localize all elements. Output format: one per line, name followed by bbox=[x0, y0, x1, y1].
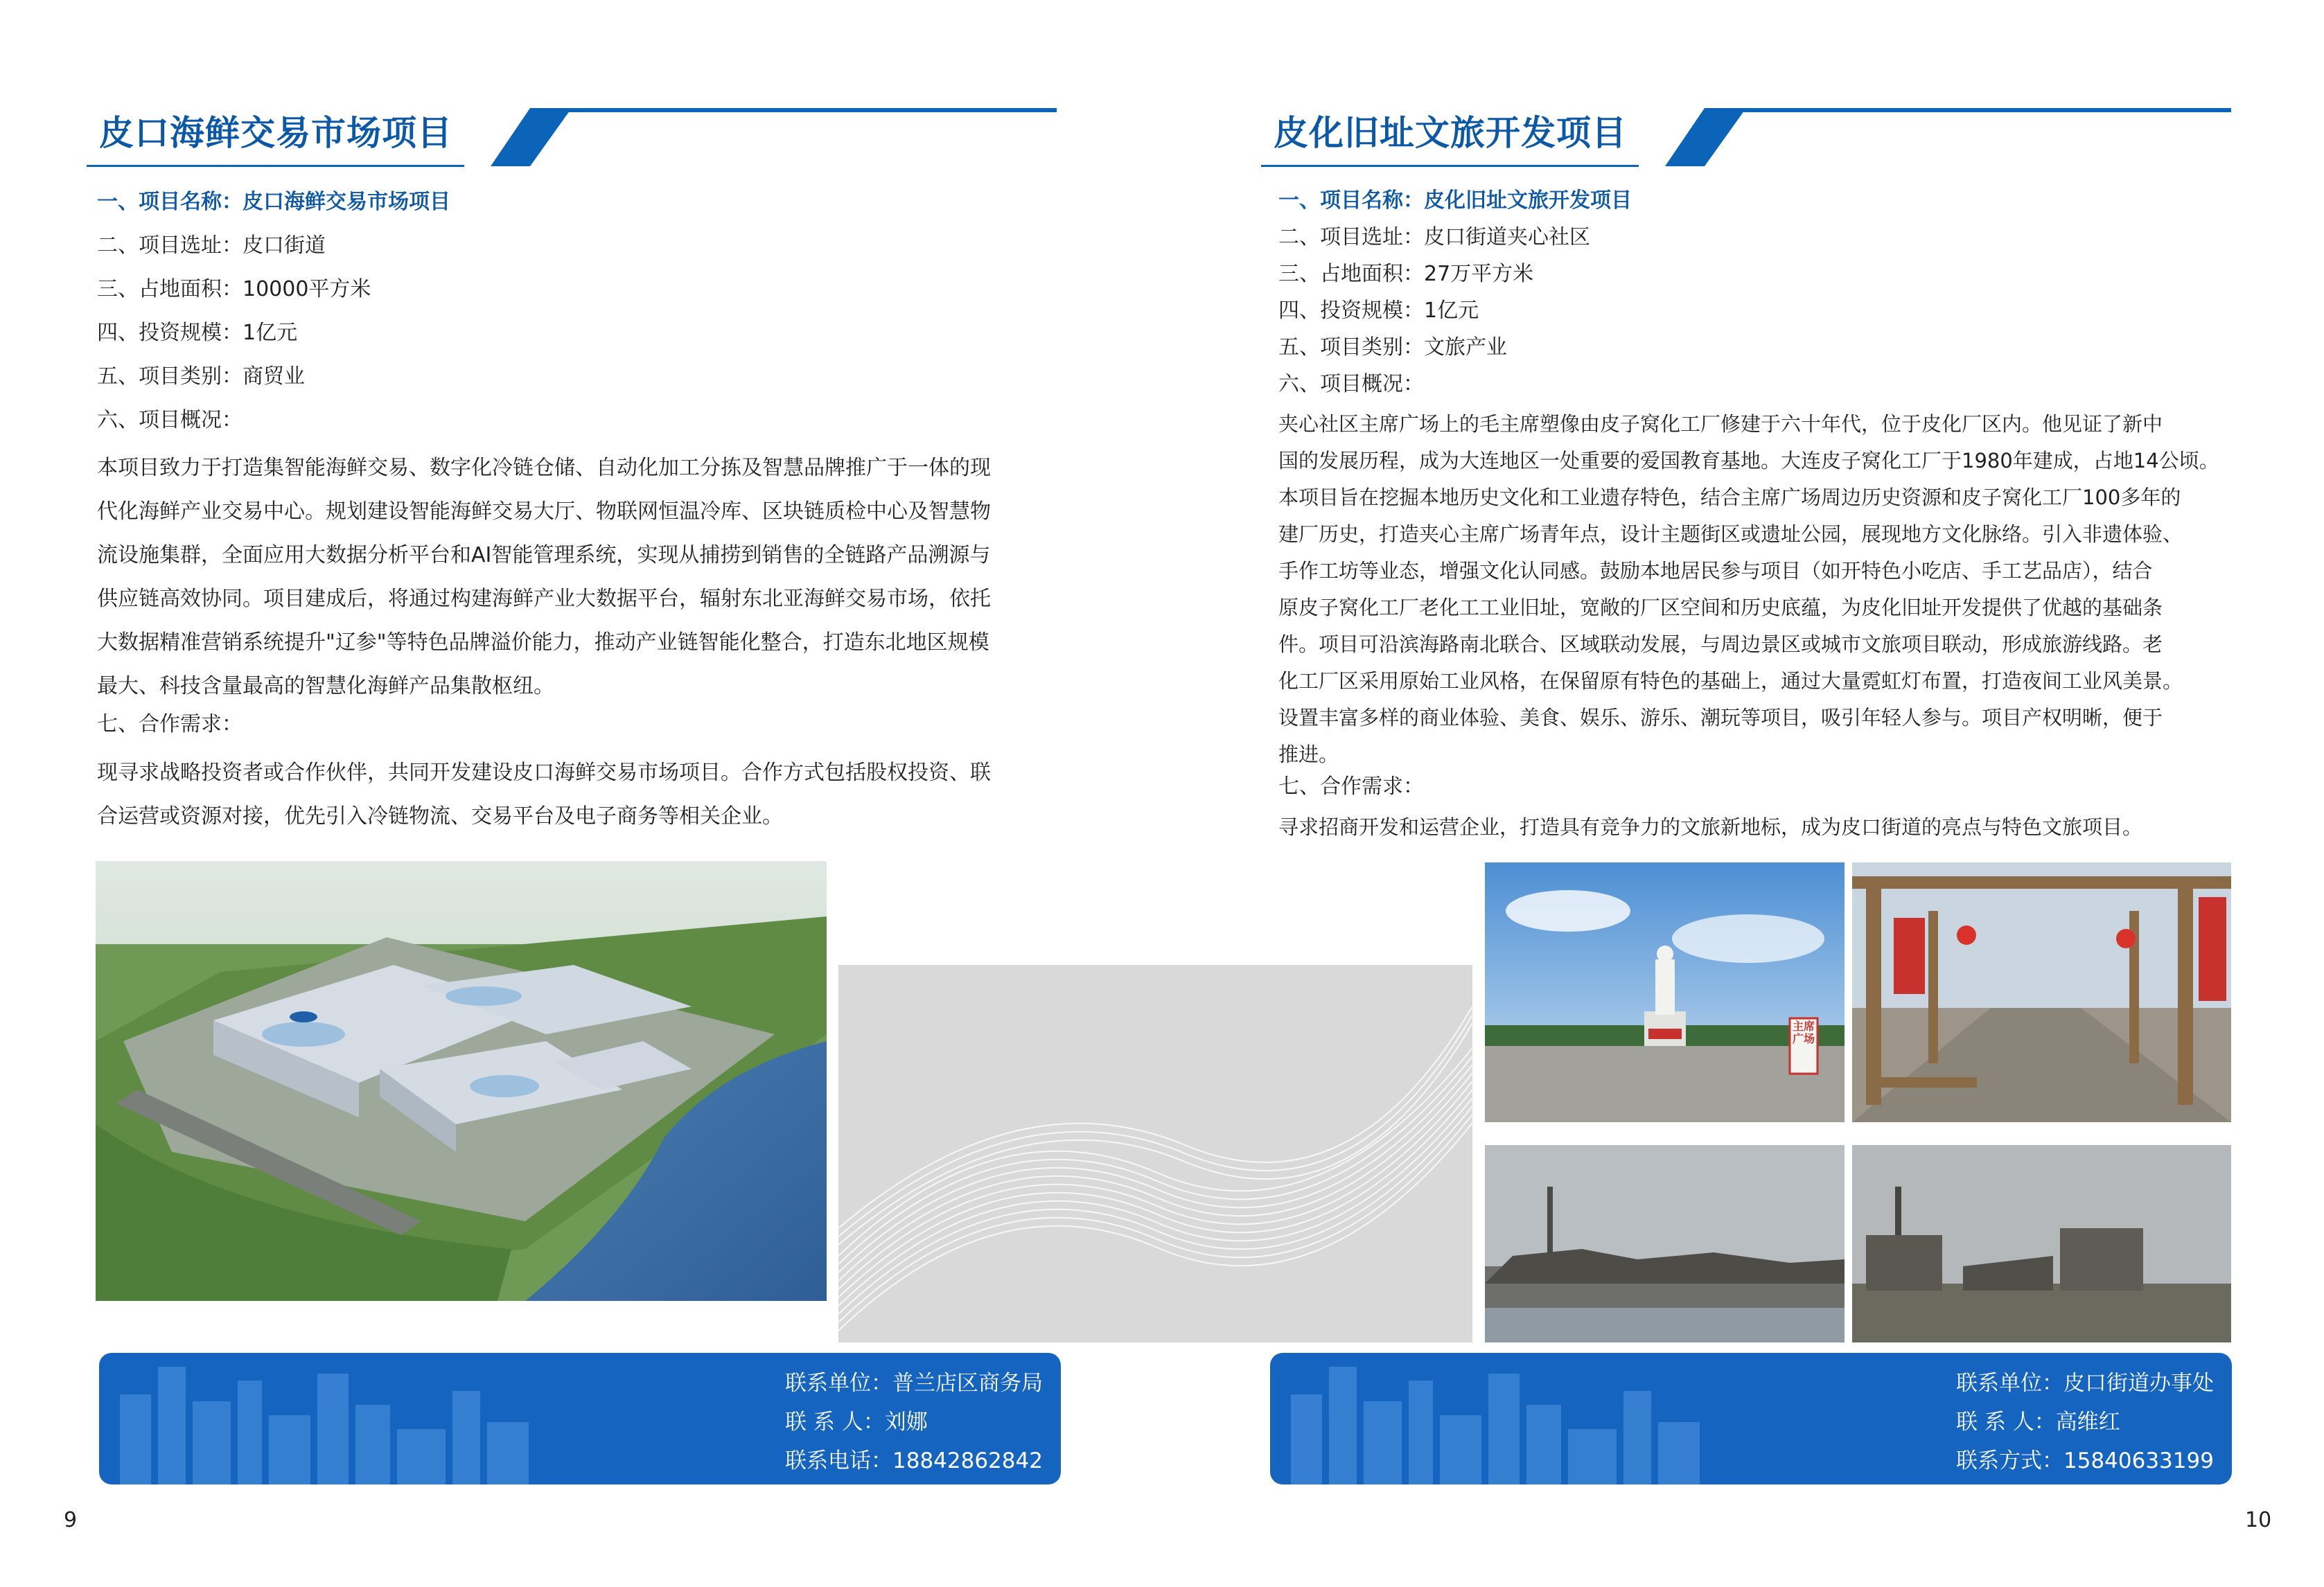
project-location: 二、项目选址：皮口街道 bbox=[97, 233, 326, 258]
city-skyline-graphic bbox=[99, 1353, 584, 1484]
overview-line: 手作工坊等业态，增强文化认同感。鼓励本地居民参与项目（如开特色小吃店、手工艺品店），结合 bbox=[1278, 559, 2153, 583]
cooperation-text bbox=[97, 751, 1057, 838]
contact-person: 联 系 人：高维红 bbox=[1956, 1410, 2120, 1435]
statue-sign-text: 主席广场 bbox=[1792, 1020, 1815, 1045]
contact-person: 联 系 人：刘娜 bbox=[785, 1410, 928, 1435]
old-factory-photo-2 bbox=[1852, 1145, 2231, 1342]
project-investment: 四、投资规模：1亿元 bbox=[1278, 299, 1479, 323]
cooperation-heading: 七、合作需求： bbox=[1278, 774, 1424, 799]
project-overview-heading: 六、项目概况： bbox=[97, 408, 243, 432]
chairman-statue-photo bbox=[1485, 862, 1845, 1122]
project-name: 一、项目名称：皮口海鲜交易市场项目 bbox=[97, 190, 450, 214]
page-title: 皮口海鲜交易市场项目 bbox=[99, 113, 452, 153]
project-category: 五、项目类别：文旅产业 bbox=[1278, 335, 1507, 360]
overview-line: 件。项目可沿滨海路南北联合、区域联动发展，与周边景区或城市文旅项目联动，形成旅游线路。老 bbox=[1278, 632, 2163, 656]
overview-line: 原皮子窝化工厂老化工工业旧址，宽敞的厂区空间和历史底蕴，为皮化旧址开发提供了优越的基础条 bbox=[1278, 596, 2163, 619]
overview-line: 本项目致力于打造集智能海鲜交易、数字化冷链仓储、自动化加工分拣及智慧品牌推广于一体的现 bbox=[97, 456, 991, 480]
overview-line: 大数据精准营销系统提升"辽参"等特色品牌溢价能力，推动产业链智能化整合，打造东北地区规模 bbox=[97, 630, 989, 655]
project-area: 三、占地面积：27万平方米 bbox=[1278, 262, 1534, 286]
overview-line: 化工厂区采用原始工业风格，在保留原有特色的基础上，通过大量霓虹灯布置，打造夜间工业风美景。 bbox=[1278, 669, 2183, 693]
cooperation-heading: 七、合作需求： bbox=[97, 712, 243, 736]
overview-line: 夹心社区主席广场上的毛主席塑像由皮子窝化工厂修建于六十年代，位于皮化厂区内。他见证了新中 bbox=[1278, 412, 2163, 436]
page-number-right: 10 bbox=[2245, 1508, 2272, 1532]
project-overview-text bbox=[1278, 406, 2235, 773]
cooperation-line: 合运营或资源对接，优先引入冷链物流、交易平台及电子商务等相关企业。 bbox=[97, 804, 783, 828]
right-contact-card bbox=[1270, 1353, 2232, 1484]
overview-line: 建厂历史，打造夹心主席广场青年点，设计主题街区或遗址公园，展现地方文化脉络。引入非遗体验、 bbox=[1278, 522, 2183, 546]
contact-phone: 联系方式：15840633199 bbox=[1956, 1448, 2214, 1473]
project-overview-heading: 六、项目概况： bbox=[1278, 372, 1424, 396]
overview-line: 推进。 bbox=[1278, 743, 1339, 766]
project-overview-text bbox=[97, 446, 1057, 708]
page-number-left: 9 bbox=[64, 1508, 78, 1532]
title-underline bbox=[1261, 165, 1639, 167]
overview-line: 设置丰富多样的商业体验、美食、娱乐、游乐、潮玩等项目，吸引年轻人参与。项目产权明晰，便于 bbox=[1278, 706, 2163, 729]
title-underline bbox=[87, 165, 464, 167]
market-aerial-rendering bbox=[96, 861, 827, 1301]
wooden-corridor-photo bbox=[1852, 862, 2231, 1122]
city-skyline-graphic bbox=[1270, 1353, 1755, 1484]
overview-line: 供应链高效协同。项目建成后，将通过构建海鲜产业大数据平台，辐射东北亚海鲜交易市场，依托 bbox=[97, 587, 991, 611]
overview-line: 最大、科技含量最高的智慧化海鲜产品集散枢纽。 bbox=[97, 674, 554, 698]
overview-line: 流设施集群，全面应用大数据分析平台和AI智能管理系统，实现从捕捞到销售的全链路产品溯源与 bbox=[97, 543, 991, 567]
project-category: 五、项目类别：商贸业 bbox=[97, 364, 305, 389]
project-investment: 四、投资规模：1亿元 bbox=[97, 321, 298, 345]
page-title: 皮化旧址文旅开发项目 bbox=[1274, 113, 1627, 153]
contact-phone: 联系电话：18842862842 bbox=[785, 1448, 1043, 1473]
decorative-wave-panel bbox=[838, 965, 1472, 1342]
project-location: 二、项目选址：皮口街道夹心社区 bbox=[1278, 225, 1590, 249]
contact-unit: 联系单位：普兰店区商务局 bbox=[785, 1371, 1043, 1396]
overview-line: 代化海鲜产业交易中心。规划建设智能海鲜交易大厅、物联网恒温冷库、区块链质检中心及智慧物 bbox=[97, 499, 991, 524]
project-area: 三、占地面积：10000平方米 bbox=[97, 277, 371, 301]
cooperation-text bbox=[1278, 809, 2235, 846]
contact-unit: 联系单位：皮口街道办事处 bbox=[1956, 1371, 2214, 1396]
old-factory-photo-1 bbox=[1485, 1145, 1845, 1342]
left-contact-card bbox=[99, 1353, 1061, 1484]
overview-line: 本项目旨在挖掘本地历史文化和工业遗存特色，结合主席广场周边历史资源和皮子窝化工厂100多年的 bbox=[1278, 486, 2181, 509]
cooperation-line: 现寻求战略投资者或合作伙伴，共同开发建设皮口海鲜交易市场项目。合作方式包括股权投资、联 bbox=[97, 761, 991, 785]
cooperation-line: 寻求招商开发和运营企业，打造具有竞争力的文旅新地标，成为皮口街道的亮点与特色文旅项目。 bbox=[1278, 815, 2143, 839]
project-name: 一、项目名称：皮化旧址文旅开发项目 bbox=[1278, 188, 1632, 213]
overview-line: 国的发展历程，成为大连地区一处重要的爱国教育基地。大连皮子窝化工厂于1980年建成，占地14公顷。 bbox=[1278, 449, 2219, 472]
